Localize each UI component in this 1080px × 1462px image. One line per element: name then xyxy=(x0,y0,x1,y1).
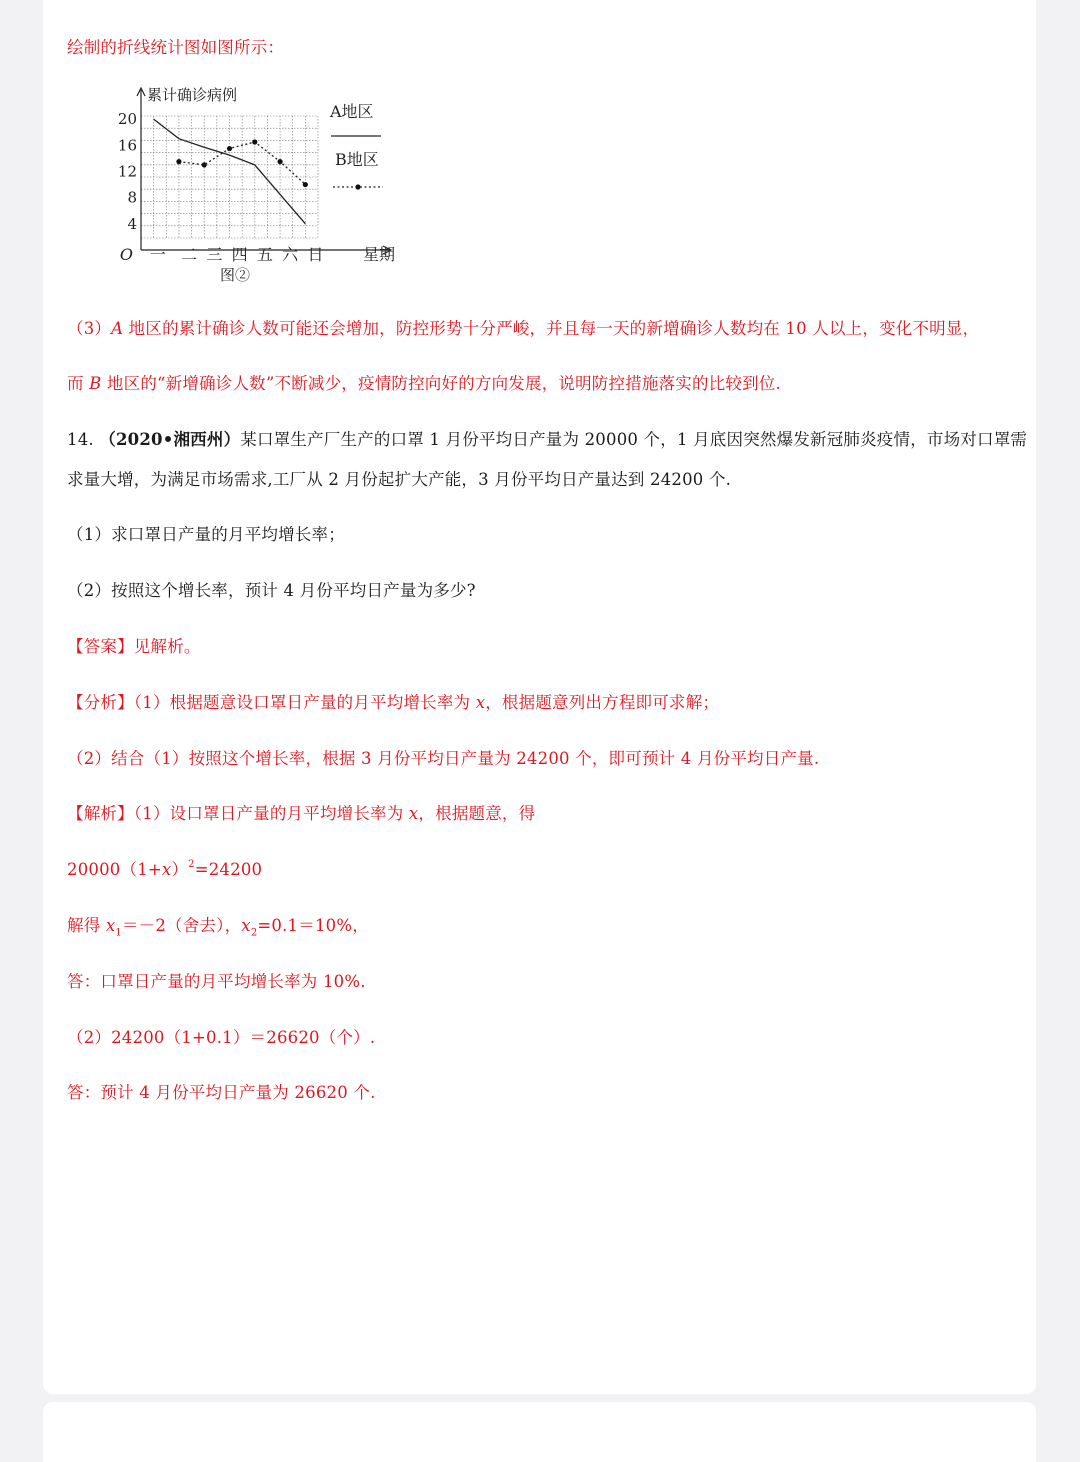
y-tick-label: 4 xyxy=(127,214,137,233)
question-14-sub2: （2）按照这个增长率，预计 4 月份平均日产量为多少? xyxy=(67,581,476,600)
question-14-line2: 求量大增，为满足市场需求,工厂从 2 月份起扩大产能，3 月份平均日产量达到 24200 个. xyxy=(67,470,732,489)
series-b-point xyxy=(176,159,181,164)
analysis-line2: （2）结合（1）按照这个增长率，根据 3 月份平均日产量为 24200 个，即可预计 4 月份平均日产量. xyxy=(67,749,820,768)
x-tick-label: 日 xyxy=(307,245,324,264)
origin-label: O xyxy=(119,245,133,264)
series-b-point xyxy=(227,146,232,151)
analysis3-line1: （3）A 地区的累计确诊人数可能还会增加，防控形势十分严峻，并且每一天的新增确诊人数均在 10 人以上，变化不明显， xyxy=(67,319,980,338)
line-chart xyxy=(87,82,417,292)
document-page xyxy=(43,0,1036,1394)
analysis3-line2: 而 B 地区的“新增确诊人数”不断减少，疫情防控向好的方向发展，说明防控措施落实的比较到位. xyxy=(67,374,781,393)
series-b-point xyxy=(277,159,282,164)
figure-caption: 图② xyxy=(219,266,251,284)
intro-text: 绘制的折线统计图如图所示： xyxy=(67,38,285,57)
equation: $20000(1+x)^2=24200$ xyxy=(67,859,263,879)
y-tick-label: 16 xyxy=(117,136,137,155)
question-14-line1: 14. （2020•湘西州）某口罩生产厂生产的口罩 1 月份平均日产量为 20000 个，1 月底因突然爆发新冠肺炎疫情，市场对口罩需 xyxy=(67,430,1028,449)
series-b-point xyxy=(303,182,308,187)
series-b-line xyxy=(179,142,306,185)
x-tick-label: 一 xyxy=(149,245,166,264)
y-tick-label: 20 xyxy=(117,110,137,129)
solution-line1: 【解析】（1）设口罩日产量的月平均增长率为 x，根据题意，得 xyxy=(67,804,536,823)
x-tick-label: 五 xyxy=(256,245,273,264)
y-axis-label: 累计确诊病例 xyxy=(147,86,238,104)
answer-text: 【答案】见解析。 xyxy=(67,637,201,656)
series-b-point xyxy=(252,139,257,144)
solution-answer2: 答：预计 4 月份平均日产量为 26620 个. xyxy=(67,1083,376,1102)
y-tick-label: 8 xyxy=(127,188,137,207)
next-page xyxy=(43,1402,1036,1462)
solution-calc2: （2）24200（1+0.1）＝26620（个）. xyxy=(67,1028,376,1047)
x-axis-label: 星期 xyxy=(363,245,396,264)
x-tick-label: 四 xyxy=(231,245,248,264)
solution-answer1: 答：口罩日产量的月平均增长率为 10%. xyxy=(67,972,366,991)
legend-b-marker xyxy=(355,184,360,189)
question-14-sub1: （1）求口罩日产量的月平均增长率； xyxy=(67,525,345,544)
x-tick-label: 二 xyxy=(181,245,198,264)
analysis-line1: 【分析】（1）根据题意设口罩日产量的月平均增长率为 x，根据题意列出方程即可求解； xyxy=(67,693,720,712)
y-tick-label: 12 xyxy=(117,162,137,181)
question-source: （2020•湘西州） xyxy=(99,430,241,449)
legend-b-label: B地区 xyxy=(335,150,379,169)
legend-a-label: A地区 xyxy=(330,102,374,121)
solution-roots: 解得 $x_1=-2$（舍去），$x_2=0.1=10\%$， xyxy=(67,916,369,939)
series-b-point xyxy=(202,162,207,167)
x-tick-label: 六 xyxy=(282,245,299,264)
x-tick-label: 三 xyxy=(206,245,223,264)
